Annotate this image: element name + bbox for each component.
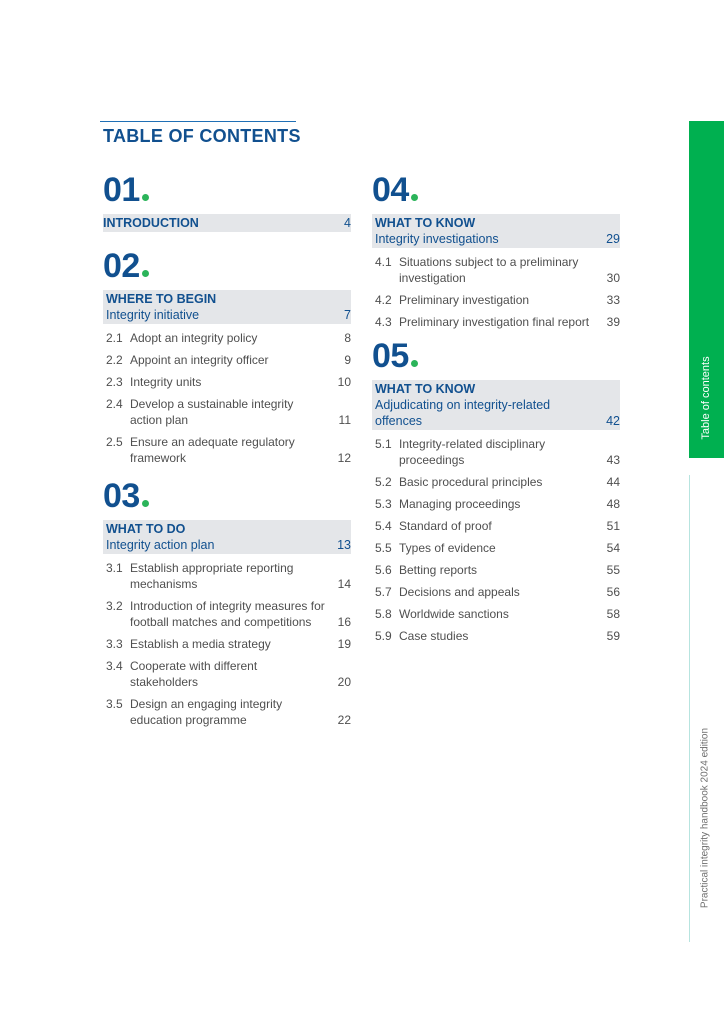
- section-subtitle: Integrity initiative: [106, 308, 200, 322]
- toc-item-5-5[interactable]: [372, 540, 620, 556]
- section-header-03[interactable]: [103, 520, 351, 554]
- section-subtitle: Integrity action plan: [106, 538, 215, 552]
- item-page: 9: [344, 353, 351, 367]
- item-number: 5.9: [375, 629, 392, 643]
- page-title: TABLE OF CONTENTS: [103, 126, 301, 146]
- item-title: Appoint an integrity officer: [130, 353, 269, 367]
- toc-item-2-1[interactable]: [103, 330, 351, 346]
- toc-item-5-3[interactable]: [372, 496, 620, 512]
- toc-item-4-2[interactable]: [372, 292, 620, 308]
- item-number: 5.4: [375, 519, 392, 533]
- item-title: Establish appropriate reporting mechanisms: [130, 561, 294, 591]
- section-number-04: 04: [372, 170, 620, 214]
- toc-item-5-9[interactable]: [372, 628, 620, 644]
- toc-item-5-1[interactable]: [372, 436, 620, 468]
- toc-item-3-2[interactable]: [103, 598, 351, 630]
- item-number: 4.2: [375, 293, 392, 307]
- section-page: 29: [606, 232, 620, 246]
- item-page: 59: [606, 629, 620, 643]
- side-divider: [689, 475, 690, 942]
- item-number: 2.1: [106, 331, 123, 345]
- item-title: Betting reports: [399, 563, 478, 577]
- item-title: Integrity-related disciplinary proceedings: [399, 437, 546, 467]
- toc-item-5-6[interactable]: [372, 562, 620, 578]
- item-title: Decisions and appeals: [399, 585, 520, 599]
- item-number: 5.7: [375, 585, 392, 599]
- item-title: Worldwide sanctions: [399, 607, 509, 621]
- toc-item-2-4[interactable]: [103, 396, 351, 428]
- item-page: 19: [337, 637, 351, 651]
- toc-item-4-1[interactable]: [372, 254, 620, 286]
- item-page: 14: [337, 577, 351, 591]
- item-title: Introduction of integrity measures for football matches and competitions: [130, 599, 325, 629]
- item-page: 8: [344, 331, 351, 345]
- item-page: 55: [606, 563, 620, 577]
- toc-item-2-5[interactable]: [103, 434, 351, 466]
- section-items-04: [372, 254, 620, 330]
- item-number: 3.4: [106, 659, 123, 673]
- item-title: Cooperate with different stakeholders: [130, 659, 258, 689]
- section-page: 4: [344, 216, 351, 230]
- item-title: Standard of proof: [399, 519, 492, 533]
- item-page: 51: [606, 519, 620, 533]
- item-number: 5.8: [375, 607, 392, 621]
- item-number: 3.5: [106, 697, 123, 711]
- item-number: 4.3: [375, 315, 392, 329]
- toc-item-3-4[interactable]: [103, 658, 351, 690]
- section-header-01[interactable]: [103, 214, 351, 232]
- item-number: 3.2: [106, 599, 123, 613]
- toc-item-4-3[interactable]: [372, 314, 620, 330]
- section-label: INTRODUCTION: [103, 216, 199, 230]
- section-number-03: 03: [103, 476, 351, 520]
- green-dot-icon: [142, 270, 149, 277]
- section-number-05: 05: [372, 336, 620, 380]
- item-number: 4.1: [375, 255, 392, 269]
- item-number: 5.1: [375, 437, 392, 451]
- item-title: Develop a sustainable integrity action plan: [130, 397, 294, 427]
- item-number: 5.6: [375, 563, 392, 577]
- toc-item-5-7[interactable]: [372, 584, 620, 600]
- section-items-02: [103, 330, 351, 466]
- item-title: Adopt an integrity policy: [130, 331, 258, 345]
- toc-item-2-3[interactable]: [103, 374, 351, 390]
- toc-right-column: [372, 170, 620, 650]
- item-number: 5.2: [375, 475, 392, 489]
- item-page: 44: [606, 475, 620, 489]
- edition-label: Practical integrity handbook 2024 edition: [699, 727, 711, 909]
- item-page: 39: [606, 315, 620, 329]
- green-dot-icon: [411, 360, 418, 367]
- section-label: WHAT TO DO: [106, 522, 186, 536]
- toc-item-5-8[interactable]: [372, 606, 620, 622]
- toc-item-5-4[interactable]: [372, 518, 620, 534]
- item-page: 56: [606, 585, 620, 599]
- item-page: 20: [337, 675, 351, 689]
- item-page: 16: [337, 615, 351, 629]
- section-page: 42: [606, 414, 620, 428]
- item-title: Design an engaging integrity education programme: [130, 697, 283, 727]
- section-label: WHERE TO BEGIN: [106, 292, 217, 306]
- item-number: 5.3: [375, 497, 392, 511]
- section-page: 7: [344, 308, 351, 322]
- side-tab-label: Table of contents: [700, 356, 712, 440]
- green-dot-icon: [142, 194, 149, 201]
- item-number: 2.5: [106, 435, 123, 449]
- item-title: Ensure an adequate regulatory framework: [130, 435, 295, 465]
- item-number: 2.2: [106, 353, 123, 367]
- toc-item-3-1[interactable]: [103, 560, 351, 592]
- toc-item-2-2[interactable]: [103, 352, 351, 368]
- item-number: 2.4: [106, 397, 123, 411]
- item-page: 54: [606, 541, 620, 555]
- item-title: Managing proceedings: [399, 497, 521, 511]
- item-number: 5.5: [375, 541, 392, 555]
- item-page: 12: [337, 451, 351, 465]
- green-dot-icon: [411, 194, 418, 201]
- section-number-01: 01: [103, 170, 351, 214]
- green-dot-icon: [142, 500, 149, 507]
- section-label: WHAT TO KNOW: [375, 382, 476, 396]
- item-number: 3.3: [106, 637, 123, 651]
- item-title: Situations subject to a preliminary investigation: [399, 255, 579, 285]
- item-title: Basic procedural principles: [399, 475, 543, 489]
- section-subtitle: Adjudicating on integrity-related offences: [375, 398, 551, 428]
- item-title: Establish a media strategy: [130, 637, 271, 651]
- item-number: 3.1: [106, 561, 123, 575]
- toc-item-3-5[interactable]: [103, 696, 351, 728]
- section-subtitle: Integrity investigations: [375, 232, 499, 246]
- section-header-04[interactable]: [372, 214, 620, 248]
- toc-item-3-3[interactable]: [103, 636, 351, 652]
- section-label: WHAT TO KNOW: [375, 216, 476, 230]
- item-title: Preliminary investigation: [399, 293, 530, 307]
- section-items-05: [372, 436, 620, 644]
- toc-left-column: [103, 170, 351, 734]
- item-page: 30: [606, 271, 620, 285]
- section-page: 13: [337, 538, 351, 552]
- section-number-02: 02: [103, 246, 351, 290]
- item-title: Preliminary investigation final report: [399, 315, 590, 329]
- section-header-02[interactable]: [103, 290, 351, 324]
- item-page: 58: [606, 607, 620, 621]
- section-header-05[interactable]: [372, 380, 620, 430]
- item-page: 10: [337, 375, 351, 389]
- item-page: 22: [337, 713, 351, 727]
- title-rule: [100, 121, 296, 122]
- item-page: 11: [338, 413, 351, 427]
- item-number: 2.3: [106, 375, 123, 389]
- toc-item-5-2[interactable]: [372, 474, 620, 490]
- item-page: 43: [606, 453, 620, 467]
- item-page: 33: [606, 293, 620, 307]
- item-title: Types of evidence: [399, 541, 496, 555]
- item-title: Integrity units: [130, 375, 202, 389]
- section-items-03: [103, 560, 351, 728]
- item-title: Case studies: [399, 629, 469, 643]
- item-page: 48: [606, 497, 620, 511]
